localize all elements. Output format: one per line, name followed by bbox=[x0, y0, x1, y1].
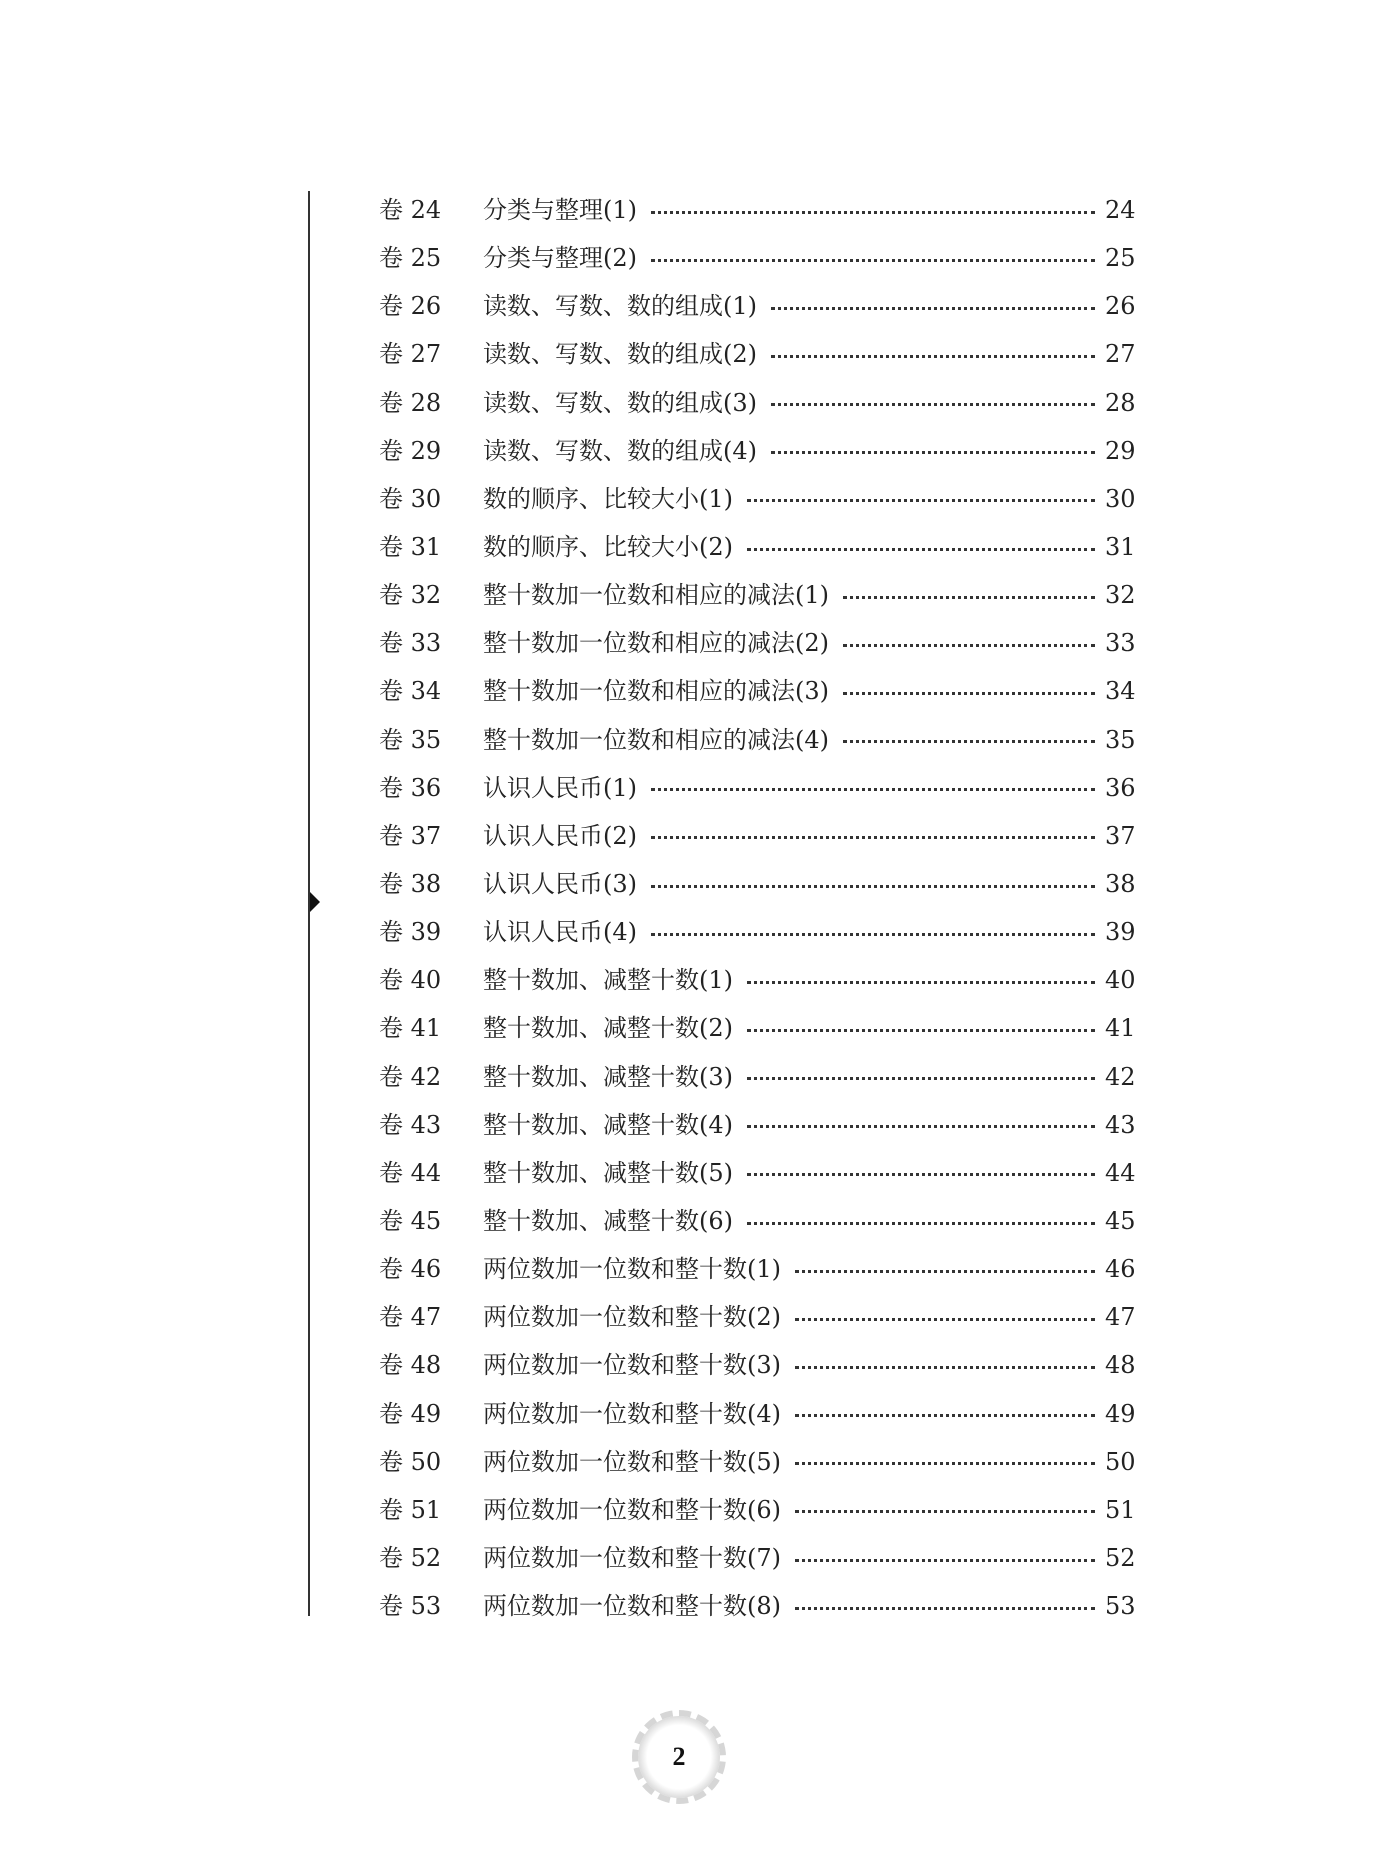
volume-label: 卷 25 bbox=[379, 244, 442, 273]
dot-leader bbox=[747, 981, 1095, 984]
volume-label: 卷 26 bbox=[379, 292, 442, 321]
entry-page: 28 bbox=[1105, 388, 1136, 417]
dot-leader bbox=[747, 1077, 1095, 1080]
volume-label: 卷 44 bbox=[379, 1158, 442, 1187]
entry-page: 47 bbox=[1105, 1303, 1136, 1332]
entry-page: 49 bbox=[1105, 1399, 1136, 1428]
volume-label: 卷 37 bbox=[379, 821, 442, 850]
entry-title: 认识人民币(3) bbox=[483, 870, 637, 899]
dot-leader bbox=[747, 1029, 1095, 1032]
dot-leader bbox=[843, 644, 1095, 647]
volume-label: 卷 38 bbox=[379, 870, 442, 899]
toc-entry[interactable] bbox=[379, 1053, 1135, 1101]
volume-label: 卷 40 bbox=[379, 966, 442, 995]
entry-page: 33 bbox=[1105, 629, 1136, 658]
volume-label: 卷 34 bbox=[379, 677, 442, 706]
entry-page: 27 bbox=[1105, 340, 1136, 369]
dot-leader bbox=[795, 1607, 1095, 1610]
volume-label: 卷 30 bbox=[379, 484, 442, 513]
entry-title: 两位数加一位数和整十数(8) bbox=[483, 1592, 781, 1621]
dot-leader bbox=[795, 1462, 1095, 1465]
entry-page: 52 bbox=[1105, 1544, 1136, 1572]
volume-label: 卷 28 bbox=[379, 388, 442, 417]
dot-leader bbox=[747, 1125, 1095, 1128]
entry-title: 整十数加一位数和相应的减法(1) bbox=[483, 581, 829, 610]
entry-title: 整十数加一位数和相应的减法(4) bbox=[483, 725, 829, 754]
toc-entry[interactable] bbox=[379, 330, 1135, 378]
entry-page: 46 bbox=[1105, 1255, 1136, 1284]
toc-entry[interactable] bbox=[379, 282, 1135, 330]
toc-entry[interactable] bbox=[379, 908, 1135, 956]
entry-title: 数的顺序、比较大小(1) bbox=[483, 484, 733, 513]
volume-label: 卷 51 bbox=[379, 1495, 442, 1524]
entry-title: 两位数加一位数和整十数(1) bbox=[483, 1255, 781, 1284]
entry-title: 读数、写数、数的组成(4) bbox=[483, 436, 757, 465]
entry-page: 32 bbox=[1105, 581, 1136, 610]
page-number: 2 bbox=[672, 1742, 686, 1771]
dot-leader bbox=[795, 1270, 1095, 1273]
volume-label: 卷 53 bbox=[379, 1592, 442, 1621]
toc-entry[interactable] bbox=[379, 1004, 1135, 1052]
entry-title: 两位数加一位数和整十数(4) bbox=[483, 1399, 781, 1428]
toc-entry[interactable] bbox=[379, 186, 1135, 234]
entry-page: 51 bbox=[1105, 1495, 1136, 1524]
entry-page: 25 bbox=[1105, 244, 1136, 273]
entry-title: 认识人民币(4) bbox=[483, 918, 637, 947]
volume-label: 卷 36 bbox=[379, 773, 442, 802]
toc-entry[interactable] bbox=[379, 812, 1135, 860]
toc-entry[interactable] bbox=[379, 1149, 1135, 1197]
volume-label: 卷 49 bbox=[379, 1399, 442, 1428]
entry-page: 53 bbox=[1105, 1592, 1136, 1621]
dot-leader bbox=[795, 1318, 1095, 1321]
toc-entry[interactable] bbox=[379, 523, 1135, 571]
dot-leader bbox=[795, 1414, 1095, 1417]
toc-entry[interactable] bbox=[379, 1438, 1135, 1486]
entry-title: 整十数加、减整十数(2) bbox=[483, 1014, 733, 1043]
entry-title: 两位数加一位数和整十数(3) bbox=[483, 1351, 781, 1380]
toc-entry[interactable] bbox=[379, 571, 1135, 619]
dot-leader bbox=[795, 1366, 1095, 1369]
dot-leader bbox=[771, 403, 1095, 406]
entry-title: 读数、写数、数的组成(3) bbox=[483, 388, 757, 417]
dot-leader bbox=[771, 307, 1095, 310]
volume-label: 卷 46 bbox=[379, 1255, 442, 1284]
toc-entry[interactable] bbox=[379, 1534, 1135, 1582]
entry-title: 认识人民币(2) bbox=[483, 821, 637, 850]
toc-entry[interactable] bbox=[379, 379, 1135, 427]
entry-title: 两位数加一位数和整十数(5) bbox=[483, 1447, 781, 1476]
dot-leader bbox=[747, 548, 1095, 551]
volume-label: 卷 29 bbox=[379, 436, 442, 465]
entry-title: 整十数加一位数和相应的减法(2) bbox=[483, 629, 829, 658]
entry-page: 39 bbox=[1105, 918, 1136, 947]
dot-leader bbox=[651, 211, 1095, 214]
volume-label: 卷 50 bbox=[379, 1447, 442, 1476]
entry-page: 26 bbox=[1105, 292, 1136, 321]
entry-page: 35 bbox=[1105, 725, 1136, 754]
dot-leader bbox=[651, 885, 1095, 888]
toc-entry[interactable] bbox=[379, 1293, 1135, 1341]
dot-leader bbox=[651, 788, 1095, 791]
entry-title: 整十数加、减整十数(5) bbox=[483, 1158, 733, 1187]
toc-entry[interactable] bbox=[379, 1341, 1135, 1389]
dot-leader bbox=[651, 933, 1095, 936]
entry-page: 31 bbox=[1105, 533, 1136, 562]
entry-page: 38 bbox=[1105, 870, 1136, 899]
toc-entry[interactable] bbox=[379, 716, 1135, 764]
dot-leader bbox=[843, 692, 1095, 695]
entry-title: 整十数加、减整十数(4) bbox=[483, 1110, 733, 1139]
entry-page: 50 bbox=[1105, 1447, 1136, 1476]
entry-page: 41 bbox=[1105, 1014, 1136, 1043]
entry-page: 34 bbox=[1105, 677, 1136, 706]
entry-page: 45 bbox=[1105, 1207, 1136, 1236]
dot-leader bbox=[651, 259, 1095, 262]
dot-leader bbox=[747, 1173, 1095, 1176]
volume-label: 卷 45 bbox=[379, 1207, 442, 1236]
volume-label: 卷 52 bbox=[379, 1544, 442, 1572]
entry-title: 分类与整理(1) bbox=[483, 196, 637, 225]
entry-page: 37 bbox=[1105, 821, 1136, 850]
dot-leader bbox=[771, 451, 1095, 454]
toc-entry[interactable] bbox=[379, 427, 1135, 475]
dot-leader bbox=[651, 836, 1095, 839]
dot-leader bbox=[747, 499, 1095, 502]
entry-page: 42 bbox=[1105, 1062, 1136, 1091]
entry-title: 整十数加、减整十数(6) bbox=[483, 1207, 733, 1236]
dot-leader bbox=[843, 740, 1095, 743]
volume-label: 卷 41 bbox=[379, 1014, 442, 1043]
volume-label: 卷 31 bbox=[379, 533, 442, 562]
triangle-marker-icon bbox=[310, 892, 320, 912]
toc-entry[interactable] bbox=[379, 1486, 1135, 1534]
entry-title: 分类与整理(2) bbox=[483, 244, 637, 273]
entry-title: 整十数加、减整十数(3) bbox=[483, 1062, 733, 1091]
entry-title: 两位数加一位数和整十数(7) bbox=[483, 1544, 781, 1572]
volume-label: 卷 42 bbox=[379, 1062, 442, 1091]
entry-title: 读数、写数、数的组成(1) bbox=[483, 292, 757, 321]
toc-entry[interactable] bbox=[379, 764, 1135, 812]
page-number-badge bbox=[638, 1716, 720, 1798]
volume-label: 卷 27 bbox=[379, 340, 442, 369]
volume-label: 卷 48 bbox=[379, 1351, 442, 1380]
entry-title: 数的顺序、比较大小(2) bbox=[483, 533, 733, 562]
entry-title: 认识人民币(1) bbox=[483, 773, 637, 802]
entry-page: 29 bbox=[1105, 436, 1136, 465]
volume-label: 卷 39 bbox=[379, 918, 442, 947]
volume-label: 卷 33 bbox=[379, 629, 442, 658]
volume-label: 卷 43 bbox=[379, 1110, 442, 1139]
entry-page: 40 bbox=[1105, 966, 1136, 995]
dot-leader bbox=[795, 1510, 1095, 1513]
volume-label: 卷 35 bbox=[379, 725, 442, 754]
entry-page: 44 bbox=[1105, 1158, 1136, 1187]
toc-entry[interactable] bbox=[379, 860, 1135, 908]
toc-entry[interactable] bbox=[379, 956, 1135, 1004]
dot-leader bbox=[747, 1222, 1095, 1225]
entry-page: 48 bbox=[1105, 1351, 1136, 1380]
toc-entry[interactable] bbox=[379, 475, 1135, 523]
entry-title: 两位数加一位数和整十数(6) bbox=[483, 1495, 781, 1524]
toc-entry[interactable] bbox=[379, 234, 1135, 282]
entry-title: 读数、写数、数的组成(2) bbox=[483, 340, 757, 369]
dot-leader bbox=[795, 1559, 1095, 1562]
entry-page: 36 bbox=[1105, 773, 1136, 802]
entry-page: 24 bbox=[1105, 196, 1136, 225]
entry-page: 30 bbox=[1105, 484, 1136, 513]
table-of-contents bbox=[379, 186, 1135, 1630]
volume-label: 卷 47 bbox=[379, 1303, 442, 1332]
volume-label: 卷 24 bbox=[379, 196, 442, 225]
entry-title: 两位数加一位数和整十数(2) bbox=[483, 1303, 781, 1332]
toc-entry[interactable] bbox=[379, 619, 1135, 667]
toc-entry[interactable] bbox=[379, 1582, 1135, 1630]
toc-entry[interactable] bbox=[379, 667, 1135, 715]
entry-title: 整十数加、减整十数(1) bbox=[483, 966, 733, 995]
dot-leader bbox=[771, 355, 1095, 358]
volume-label: 卷 32 bbox=[379, 581, 442, 610]
entry-title: 整十数加一位数和相应的减法(3) bbox=[483, 677, 829, 706]
toc-entry[interactable] bbox=[379, 1101, 1135, 1149]
toc-entry[interactable] bbox=[379, 1245, 1135, 1293]
entry-page: 43 bbox=[1105, 1110, 1136, 1139]
toc-entry[interactable] bbox=[379, 1197, 1135, 1245]
dot-leader bbox=[843, 596, 1095, 599]
toc-entry[interactable] bbox=[379, 1390, 1135, 1438]
